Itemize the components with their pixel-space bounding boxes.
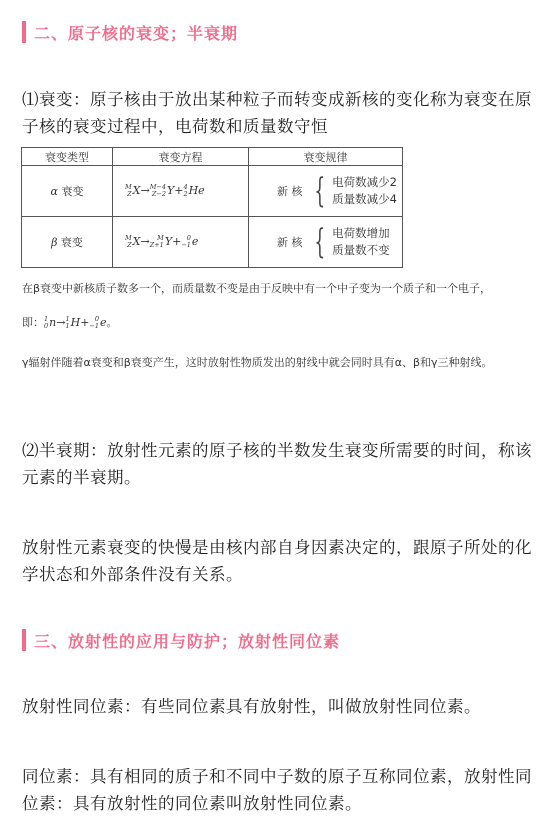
half-life-note: 放射性元素衰变的快慢是由核内部自身因素决定的，跟原子所处的化学状态和外部条件没有关系。 — [22, 538, 532, 584]
decay-equation-cell — [113, 217, 249, 268]
neutron-decay-equation: 1 0 n→ 1 1 H+ 0 −1 e。 — [44, 315, 118, 330]
beta-symbol: β — [51, 236, 58, 249]
half-life-definition: ⑵半衰期：放射性元素的原子核的半数发生衰变所需要的时间，称该元素的半衰期。 — [22, 441, 532, 487]
new-nucleus-label: 新 核 — [277, 236, 303, 249]
decay-law-cell — [249, 217, 403, 268]
decay-type-cell — [22, 166, 113, 217]
law-line: 电荷数减少2 — [332, 175, 397, 189]
decay-table — [21, 147, 403, 268]
decay-type-label: 衰变 — [61, 185, 84, 198]
section-heading-text: 二、原子核的衰变；半衰期 — [34, 23, 239, 43]
decay-law-cell — [249, 166, 403, 217]
radioactive-isotope-def: 放射性同位素：有些同位素具有放射性，叫做放射性同位素。 — [22, 697, 481, 716]
heading-accent-bar — [22, 629, 26, 651]
decay-type-label: 衰变 — [60, 236, 83, 249]
section-heading-text: 三、放射性的应用与防护；放射性同位素 — [34, 631, 341, 651]
table-header-row — [22, 148, 403, 166]
table-header: 衰变规律 — [249, 148, 403, 166]
heading-accent-bar — [22, 21, 26, 43]
beta-decay-note: 在β衰变中新核质子数多一个，而质量数不变是由于反映中有一个中子变为一个质子和一个电子， — [22, 282, 492, 295]
alpha-decay-equation: M Z X→ M−4 Z−2 Y+ 4 2 He — [125, 183, 205, 198]
table-row-beta — [22, 217, 403, 268]
decay-type-cell — [22, 217, 113, 268]
section-heading-radioactivity — [22, 628, 340, 652]
isotope-def: 同位素：具有相同的质子和不同中子数的原子互称同位素，放射性同位素：具有放射性的同位素叫放射性同位素。 — [22, 767, 532, 813]
table-header: 衰变类型 — [22, 148, 113, 166]
beta-decay-equation: M Z X→ M Z+1 Y+ 0 −1 e — [125, 234, 199, 249]
table-row-alpha — [22, 166, 403, 217]
gamma-note: γ辐射伴随着α衰变和β衰变产生，这时放射性物质发出的射线中就会同时具有α、β和γ三种射线。 — [22, 356, 493, 369]
alpha-symbol: α — [50, 185, 58, 198]
law-line: 电荷数增加 — [332, 226, 390, 240]
decay-equation-cell — [113, 166, 249, 217]
brace-icon: { — [313, 171, 325, 211]
law-line: 质量数不变 — [332, 243, 390, 257]
table-header: 衰变方程 — [113, 148, 249, 166]
beta-eq-prefix: 即： — [22, 316, 44, 329]
brace-icon: { — [313, 222, 325, 262]
law-line: 质量数减少4 — [332, 192, 397, 206]
decay-definition: ⑴衰变：原子核由于放出某种粒子而转变成新核的变化称为衰变在原子核的衰变过程中，电荷数和质量数守恒 — [22, 90, 532, 136]
section-heading-decay — [22, 20, 238, 44]
beta-equation-line — [22, 312, 534, 334]
new-nucleus-label: 新 核 — [277, 185, 303, 198]
